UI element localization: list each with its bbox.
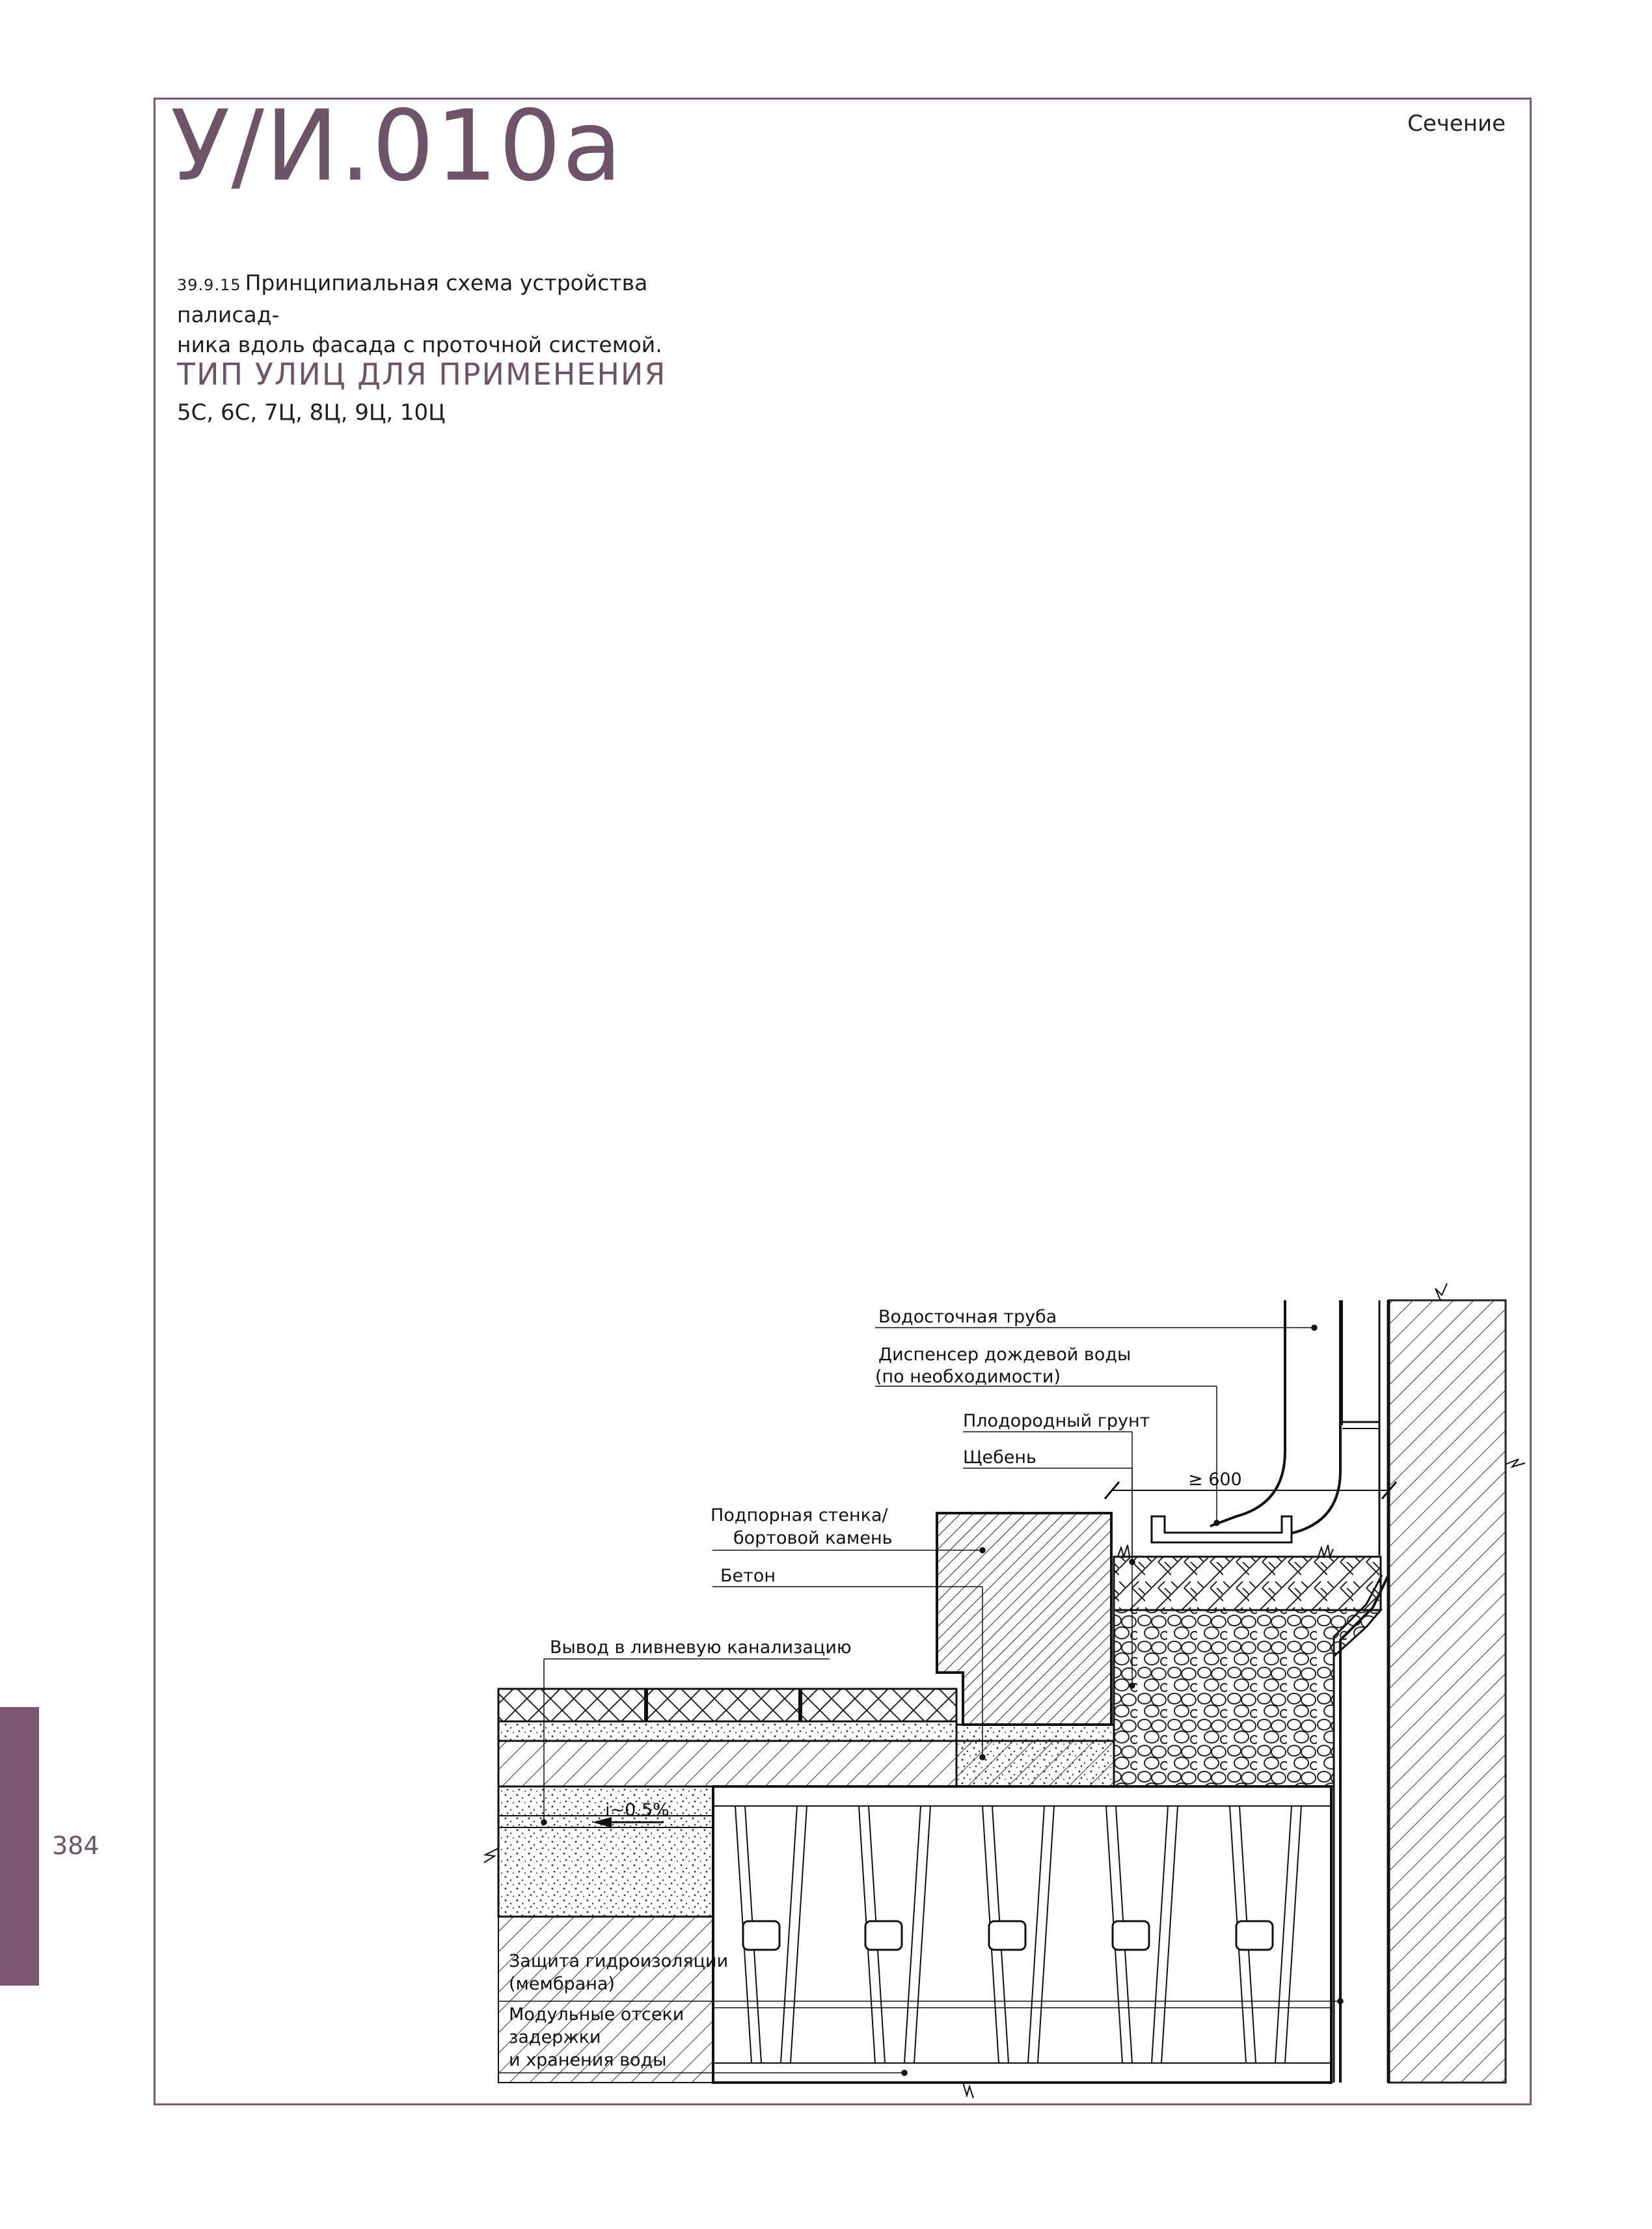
label-dispenser-2: (по необходимости) [875, 1367, 1061, 1387]
retaining-wall [937, 1513, 1111, 1725]
page-number: 384 [52, 1831, 100, 1860]
concrete-slab [498, 1741, 1114, 1786]
paving-slabs [498, 1689, 956, 1721]
label-dispenser-1: Диспенсер дождевой воды [878, 1345, 1131, 1365]
label-membrane-2: (мембрана) [509, 1974, 615, 1994]
section-label: Сечение [1407, 111, 1506, 137]
street-types-heading: ТИП УЛИЦ ДЛЯ ПРИМЕНЕНИЯ [177, 357, 667, 392]
label-modules-1: Модульные отсеки [509, 2004, 684, 2025]
figure-number: 39.9.15 [177, 276, 241, 294]
label-modules-3: и хранения воды [509, 2050, 667, 2070]
label-concrete: Бетон [720, 1566, 776, 1586]
label-gravel: Щебень [963, 1447, 1036, 1468]
label-downpipe: Водосточная труба [878, 1307, 1057, 1327]
rain-dispenser [1152, 1516, 1292, 1542]
label-slope: i~0.5% [605, 1800, 670, 1820]
label-membrane-1: Защита гидроизоляции [509, 1951, 729, 1971]
label-fertile-soil: Плодородный грунт [963, 1411, 1150, 1431]
fertile-soil-layer [1114, 1557, 1381, 1610]
sand-bedding [498, 1721, 956, 1741]
description-line-1: Принципиальная схема устройства палисад- [177, 270, 648, 327]
label-dimension: ≥ 600 [1188, 1470, 1242, 1490]
label-modules-2: задержки [509, 2027, 601, 2047]
drawing-code-title: У/И.010а [170, 90, 624, 203]
label-storm-outlet: Вывод в ливневую канализацию [550, 1637, 852, 1658]
description-line-2: ника вдоль фасада с проточной системой. [177, 332, 662, 357]
downpipe [1210, 1300, 1285, 1526]
label-retaining-wall-1: Подпорная стенка/ [711, 1505, 888, 1525]
waterproofing-line [1340, 1575, 1388, 2083]
label-retaining-wall-2: бортовой камень [733, 1528, 893, 1548]
street-types-values: 5С, 6С, 7Ц, 8Ц, 9Ц, 10Ц [177, 400, 446, 426]
building-wall [1388, 1300, 1506, 2083]
